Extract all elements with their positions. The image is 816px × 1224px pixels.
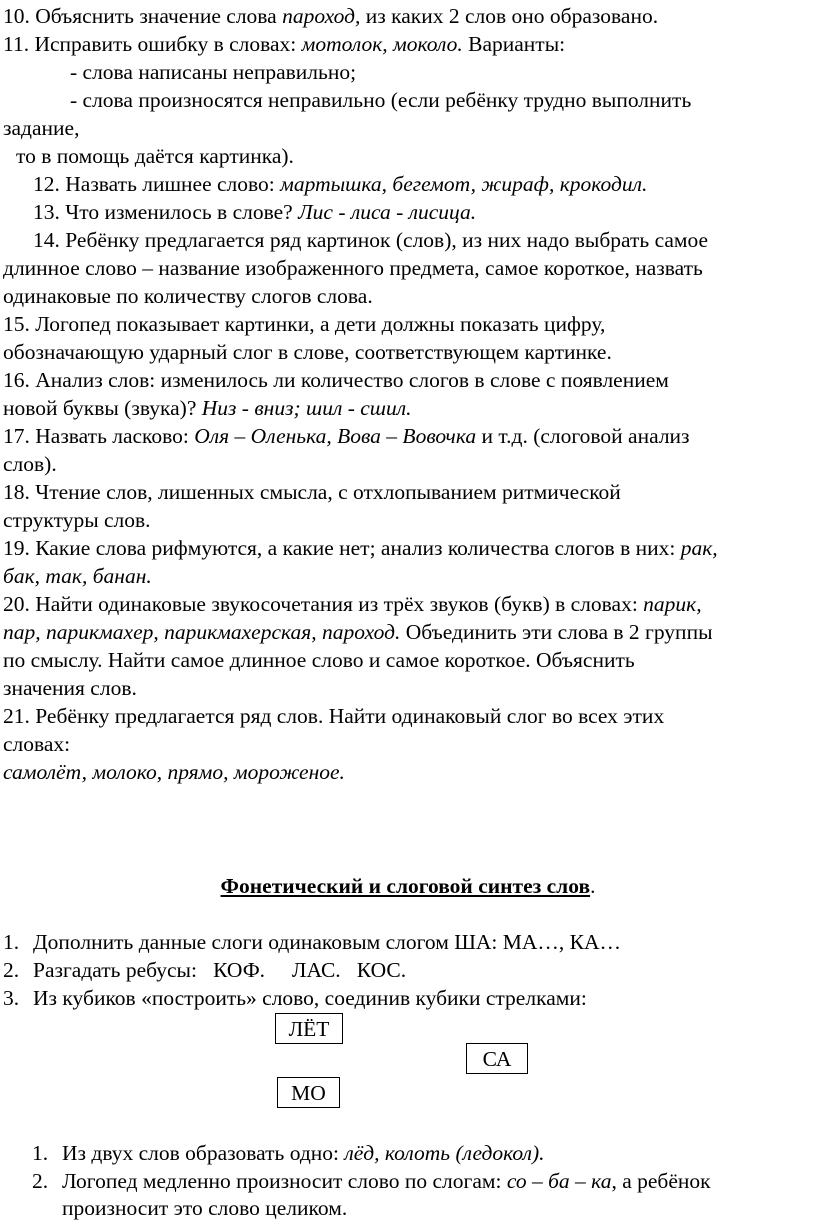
item-16-line-2: новой буквы (звука)? Низ - вниз; шил - сшил. (3, 396, 412, 420)
list2-text-2-cont: произносит это слово целиком. (62, 1196, 348, 1220)
item-11: 11. Исправить ошибку в словах: мотолок, моколо. Варианты: (3, 32, 566, 56)
item-21-line-1: 21. Ребёнку предлагается ряд слов. Найти одинаковый слог во всех этих (3, 704, 665, 728)
item-18-line-1: 18. Чтение слов, лишенных смысла, с отхлопыванием ритмической (3, 480, 621, 504)
item-15-line-2: обозначающую ударный слог в слове, соответствующем картинке. (3, 340, 612, 364)
item-17-line-2: слов). (3, 452, 57, 476)
item-20-line-4: значения слов. (3, 676, 137, 700)
item-11-option-2-cont: задание, (3, 116, 80, 140)
item-20-line-2: пар, парикмахер, парикмахерская, пароход. Объединить эти слова в 2 группы (3, 620, 713, 644)
item-20-line-3: по смыслу. Найти самое длинное слово и самое короткое. Объяснить (3, 648, 635, 672)
list2-text-2: Логопед медленно произносит слово по слогам: со – ба – ка, а ребёнок (62, 1169, 711, 1193)
list1-num-2: 2. (3, 958, 20, 982)
item-11-option-2-cont2: то в помощь даётся картинка). (16, 144, 294, 168)
list2-text-1: Из двух слов образовать одно: лёд, колоть (ледокол). (62, 1141, 545, 1165)
item-14-line-1: 14. Ребёнку предлагается ряд картинок (слов), из них надо выбрать самое (33, 228, 709, 252)
list1-num-3: 3. (3, 986, 20, 1010)
item-12: 12. Назвать лишнее слово: мартышка, бегемот, жираф, крокодил. (33, 172, 648, 196)
item-19-line-2: бак, так, банан. (3, 564, 152, 588)
item-19-line-1: 19. Какие слова рифмуются, а какие нет; анализ количества слогов в них: рак, (3, 536, 718, 560)
cube-sa: СА (466, 1043, 528, 1074)
item-16-line-1: 16. Анализ слов: изменилось ли количество слогов в слове с появлением (3, 368, 669, 392)
item-17-line-1: 17. Назвать ласково: Оля – Оленька, Вова – Вовочка и т.д. (слоговой анализ (3, 424, 690, 448)
list2-num-2: 2. (32, 1169, 49, 1193)
item-14-line-2: длинное слово – название изображенного предмета, самое короткое, назвать (3, 256, 703, 280)
item-18-line-2: структуры слов. (3, 508, 151, 532)
item-13: 13. Что изменилось в слове? Лис - лиса - лисица. (33, 200, 477, 224)
section-heading: Фонетический и слоговой синтез слов. (220, 874, 596, 898)
list1-text-3: Из кубиков «построить» слово, соединив кубики стрелками: (33, 986, 587, 1010)
item-20-line-1: 20. Найти одинаковые звукосочетания из трёх звуков (букв) в словах: парик, (3, 592, 702, 616)
item-11-option-2: - слова произносятся неправильно (если ребёнку трудно выполнить (70, 88, 692, 112)
item-11-option-1: - слова написаны неправильно; (70, 60, 357, 84)
cube-mo: МО (277, 1077, 340, 1108)
cube-let: ЛЁТ (275, 1013, 343, 1044)
item-21-line-2: словах: (3, 732, 71, 756)
item-14-line-3: одинаковые по количеству слогов слова. (3, 284, 373, 308)
list1-text-2: Разгадать ребусы: КОФ. ЛАС. КОС. (33, 958, 407, 982)
item-21-line-3: самолёт, молоко, прямо, мороженое. (3, 760, 345, 784)
item-15-line-1: 15. Логопед показывает картинки, а дети должны показать цифру, (3, 312, 606, 336)
list1-num-1: 1. (3, 930, 20, 954)
list2-num-1: 1. (32, 1141, 49, 1165)
list1-text-1: Дополнить данные слоги одинаковым слогом ША: МА…, КА… (33, 930, 622, 954)
item-10: 10. Объяснить значение слова пароход, из каких 2 слов оно образовано. (3, 4, 659, 28)
